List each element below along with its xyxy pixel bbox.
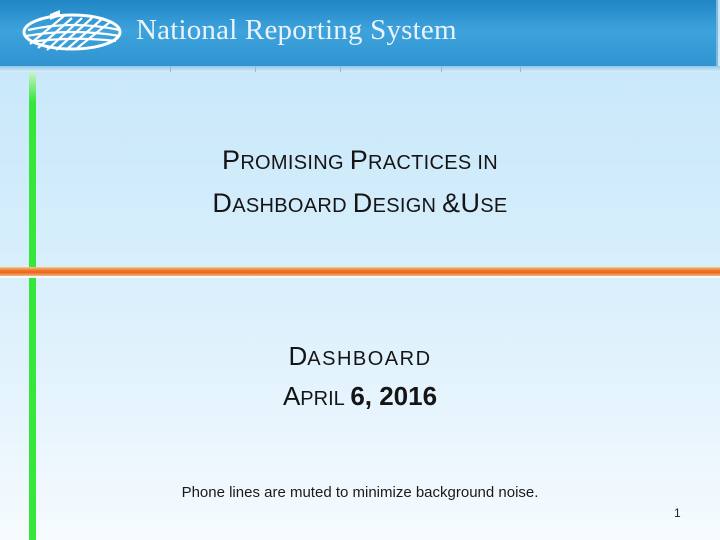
nrs-globe-logo-icon: [20, 8, 132, 56]
header-divider-strip: [0, 66, 720, 72]
presentation-date: 6, 2016: [350, 381, 438, 411]
phone-lines-note: Phone lines are muted to minimize background noise.: [181, 484, 539, 501]
subtitle-line-1: DASHBOARD: [288, 341, 432, 371]
divider-highlight: [0, 276, 720, 278]
left-accent-bar: [29, 72, 36, 540]
header-title: National Reporting System: [136, 14, 457, 46]
left-accent-bar-fade: [29, 72, 36, 102]
title-line-1: PROMISING PRACTICES IN: [222, 145, 498, 175]
page-number: 1: [674, 506, 681, 520]
title-line-2: DASHBOARD DESIGN &USE: [212, 188, 508, 218]
subtitle-line-2: APRIL 6, 2016: [282, 381, 438, 411]
orange-divider-line: [0, 267, 720, 276]
header-banner: [0, 0, 718, 70]
slide-subtitle: [160, 338, 560, 418]
slide-title: [80, 140, 640, 226]
